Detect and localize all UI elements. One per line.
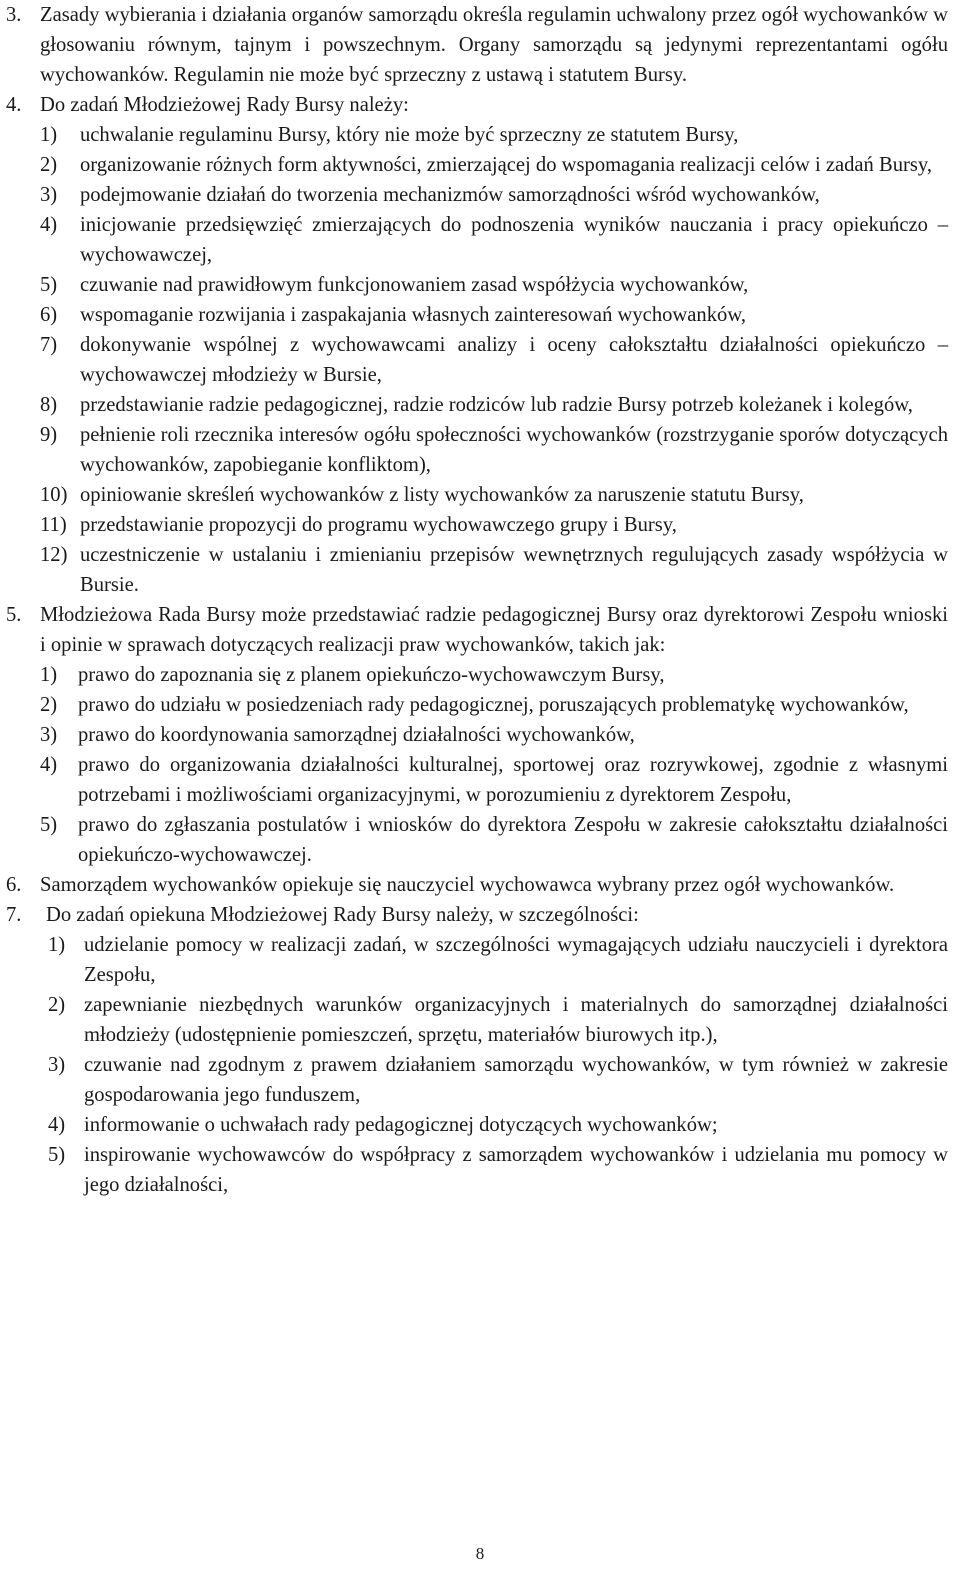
list-item-number: 4)	[48, 1114, 66, 1136]
list-item	[40, 720, 948, 750]
list-item-text: wspomaganie rozwijania i zaspakajania własnych zainteresowań wychowanków,	[80, 304, 746, 326]
paragraph-7	[6, 900, 948, 1200]
paragraph-text: Samorządem wychowanków opiekuje się nauczyciel wychowawca wybrany przez ogół wychowanków.	[40, 874, 895, 896]
list-item-text: podejmowanie działań do tworzenia mechanizmów samorządności wśród wychowanków,	[80, 184, 820, 206]
list-item-text: przedstawianie propozycji do programu wychowawczego grupy i Bursy,	[80, 514, 677, 536]
list-item-text: prawo do zapoznania się z planem opiekuńczo-wychowawczym Bursy,	[78, 664, 665, 686]
list-item-number: 4)	[40, 754, 58, 776]
document-body	[6, 0, 948, 1200]
list-item-text: prawo do koordynowania samorządnej działalności wychowanków,	[78, 724, 635, 746]
paragraph-5	[6, 600, 948, 870]
list-item	[40, 390, 948, 420]
paragraph-text: Młodzieżowa Rada Bursy może przedstawiać radzie pedagogicznej Bursy oraz dyrektorowi Zespołu wnioski i opinie w sprawach dotyczących realizacji praw wychowanków, takich jak:	[40, 604, 948, 656]
list-item	[40, 120, 948, 150]
list-item-text: prawo do zgłaszania postulatów i wniosków do dyrektora Zespołu w zakresie całokształtu działalności opiekuńczo-wychowawczej.	[78, 814, 948, 866]
list-item-number: 4)	[40, 214, 58, 236]
list-item-number: 1)	[40, 664, 58, 686]
list-item	[40, 690, 948, 720]
list-item-text: prawo do organizowania działalności kulturalnej, sportowej oraz rozrywkowej, zgodnie z własnymi potrzebami i możliwościami organizacyjnymi, w porozumieniu z dyrektorem Zespołu,	[78, 754, 948, 806]
list-item	[40, 330, 948, 390]
list-item-text: opiniowanie skreśleń wychowanków z listy wychowanków za naruszenie statutu Bursy,	[80, 484, 804, 506]
paragraph-number: 5.	[6, 604, 22, 626]
list-item	[40, 300, 948, 330]
list-item-text: pełnienie roli rzecznika interesów ogółu społeczności wychowanków (rozstrzyganie sporów dotyczących wychowanków, zapobieganie konfliktom),	[80, 424, 948, 476]
paragraph-number: 4.	[6, 94, 22, 116]
paragraph-6	[6, 870, 948, 900]
list-item-text: inspirowanie wychowawców do współpracy z samorządem wychowanków i udzielania mu pomocy w jego działalności,	[84, 1144, 948, 1196]
list-item-text: prawo do udziału w posiedzeniach rady pedagogicznej, poruszających problematykę wychowanków,	[78, 694, 909, 716]
list-item-number: 3)	[48, 1054, 66, 1076]
list-item-number: 6)	[40, 304, 58, 326]
paragraph-number: 6.	[6, 874, 22, 896]
list-item-number: 10)	[40, 484, 68, 506]
list-item	[40, 210, 948, 270]
list-item	[48, 1050, 948, 1110]
list-item	[40, 750, 948, 810]
paragraph-text: Do zadań Młodzieżowej Rady Bursy należy:	[40, 94, 409, 116]
list-item	[40, 180, 948, 210]
list-item-number: 2)	[40, 694, 58, 716]
paragraph-number: 3.	[6, 4, 22, 26]
list-item-number: 11)	[40, 514, 67, 536]
list-item	[40, 150, 948, 180]
list-item-number: 5)	[48, 1144, 66, 1166]
list-item-number: 1)	[48, 934, 66, 956]
list-item	[40, 420, 948, 480]
list-item-text: uczestniczenie w ustalaniu i zmienianiu przepisów wewnętrznych regulujących zasady współżycia w Bursie.	[80, 544, 948, 596]
list-item-number: 12)	[40, 544, 68, 566]
paragraph-4	[6, 90, 948, 600]
paragraph-text: Zasady wybierania i działania organów samorządu określa regulamin uchwalony przez ogół wychowanków w głosowaniu równym, tajnym i powszechnym. Organy samorządu są jedynymi reprezentantami ogółu wychowanków. Regulamin nie może być sprzeczny z ustawą i statutem Bursy.	[40, 4, 948, 86]
list-item-text: informowanie o uchwałach rady pedagogicznej dotyczących wychowanków;	[84, 1114, 718, 1136]
list-item-number: 7)	[40, 334, 58, 356]
list-item-text: organizowanie różnych form aktywności, zmierzającej do wspomagania realizacji celów i zadań Bursy,	[80, 154, 933, 176]
list-item	[40, 270, 948, 300]
list-item-text: udzielanie pomocy w realizacji zadań, w szczególności wymagających udziału nauczycieli i dyrektora Zespołu,	[84, 934, 948, 986]
paragraph-text: Do zadań opiekuna Młodzieżowej Rady Bursy należy, w szczególności:	[46, 904, 639, 926]
list	[40, 120, 948, 600]
list-item-number: 3)	[40, 724, 58, 746]
list-item	[40, 540, 948, 600]
list-item	[40, 480, 948, 510]
list-item	[40, 660, 948, 690]
list	[48, 930, 948, 1200]
page-number: 8	[475, 1544, 485, 1563]
list-item-number: 8)	[40, 394, 58, 416]
list-item	[48, 1110, 948, 1140]
list-item-text: zapewnianie niezbędnych warunków organizacyjnych i materialnych do samorządnej działalności młodzieży (udostępnienie pomieszczeń, sprzętu, materiałów biurowych itp.),	[84, 994, 948, 1046]
list-item-number: 2)	[48, 994, 66, 1016]
list-item-text: czuwanie nad zgodnym z prawem działaniem samorządu wychowanków, w tym również w zakresie gospodarowania jego funduszem,	[84, 1054, 948, 1106]
paragraph-3	[6, 0, 948, 90]
list-item-number: 2)	[40, 154, 58, 176]
list-item	[40, 510, 948, 540]
list-item	[48, 1140, 948, 1200]
list-item-number: 3)	[40, 184, 58, 206]
list-item	[40, 810, 948, 870]
paragraph-number: 7.	[6, 904, 22, 926]
list-item	[48, 930, 948, 990]
list-item-text: czuwanie nad prawidłowym funkcjonowaniem zasad współżycia wychowanków,	[80, 274, 749, 296]
list-item-text: dokonywanie wspólnej z wychowawcami analizy i oceny całokształtu działalności opiekuńczo – wychowawczej młodzieży w Bursie,	[80, 334, 948, 386]
list-item-number: 5)	[40, 814, 58, 836]
list-item-number: 5)	[40, 274, 58, 296]
list-item-text: inicjowanie przedsięwzięć zmierzających do podnoszenia wyników nauczania i pracy opiekuńczo – wychowawczej,	[80, 214, 948, 266]
list-item	[48, 990, 948, 1050]
list-item-text: uchwalanie regulaminu Bursy, który nie może być sprzeczny ze statutem Bursy,	[80, 124, 739, 146]
list-item-text: przedstawianie radzie pedagogicznej, radzie rodziców lub radzie Bursy potrzeb koleżanek i kolegów,	[80, 394, 913, 416]
list-item-number: 1)	[40, 124, 58, 146]
list	[40, 660, 948, 870]
list-item-number: 9)	[40, 424, 58, 446]
